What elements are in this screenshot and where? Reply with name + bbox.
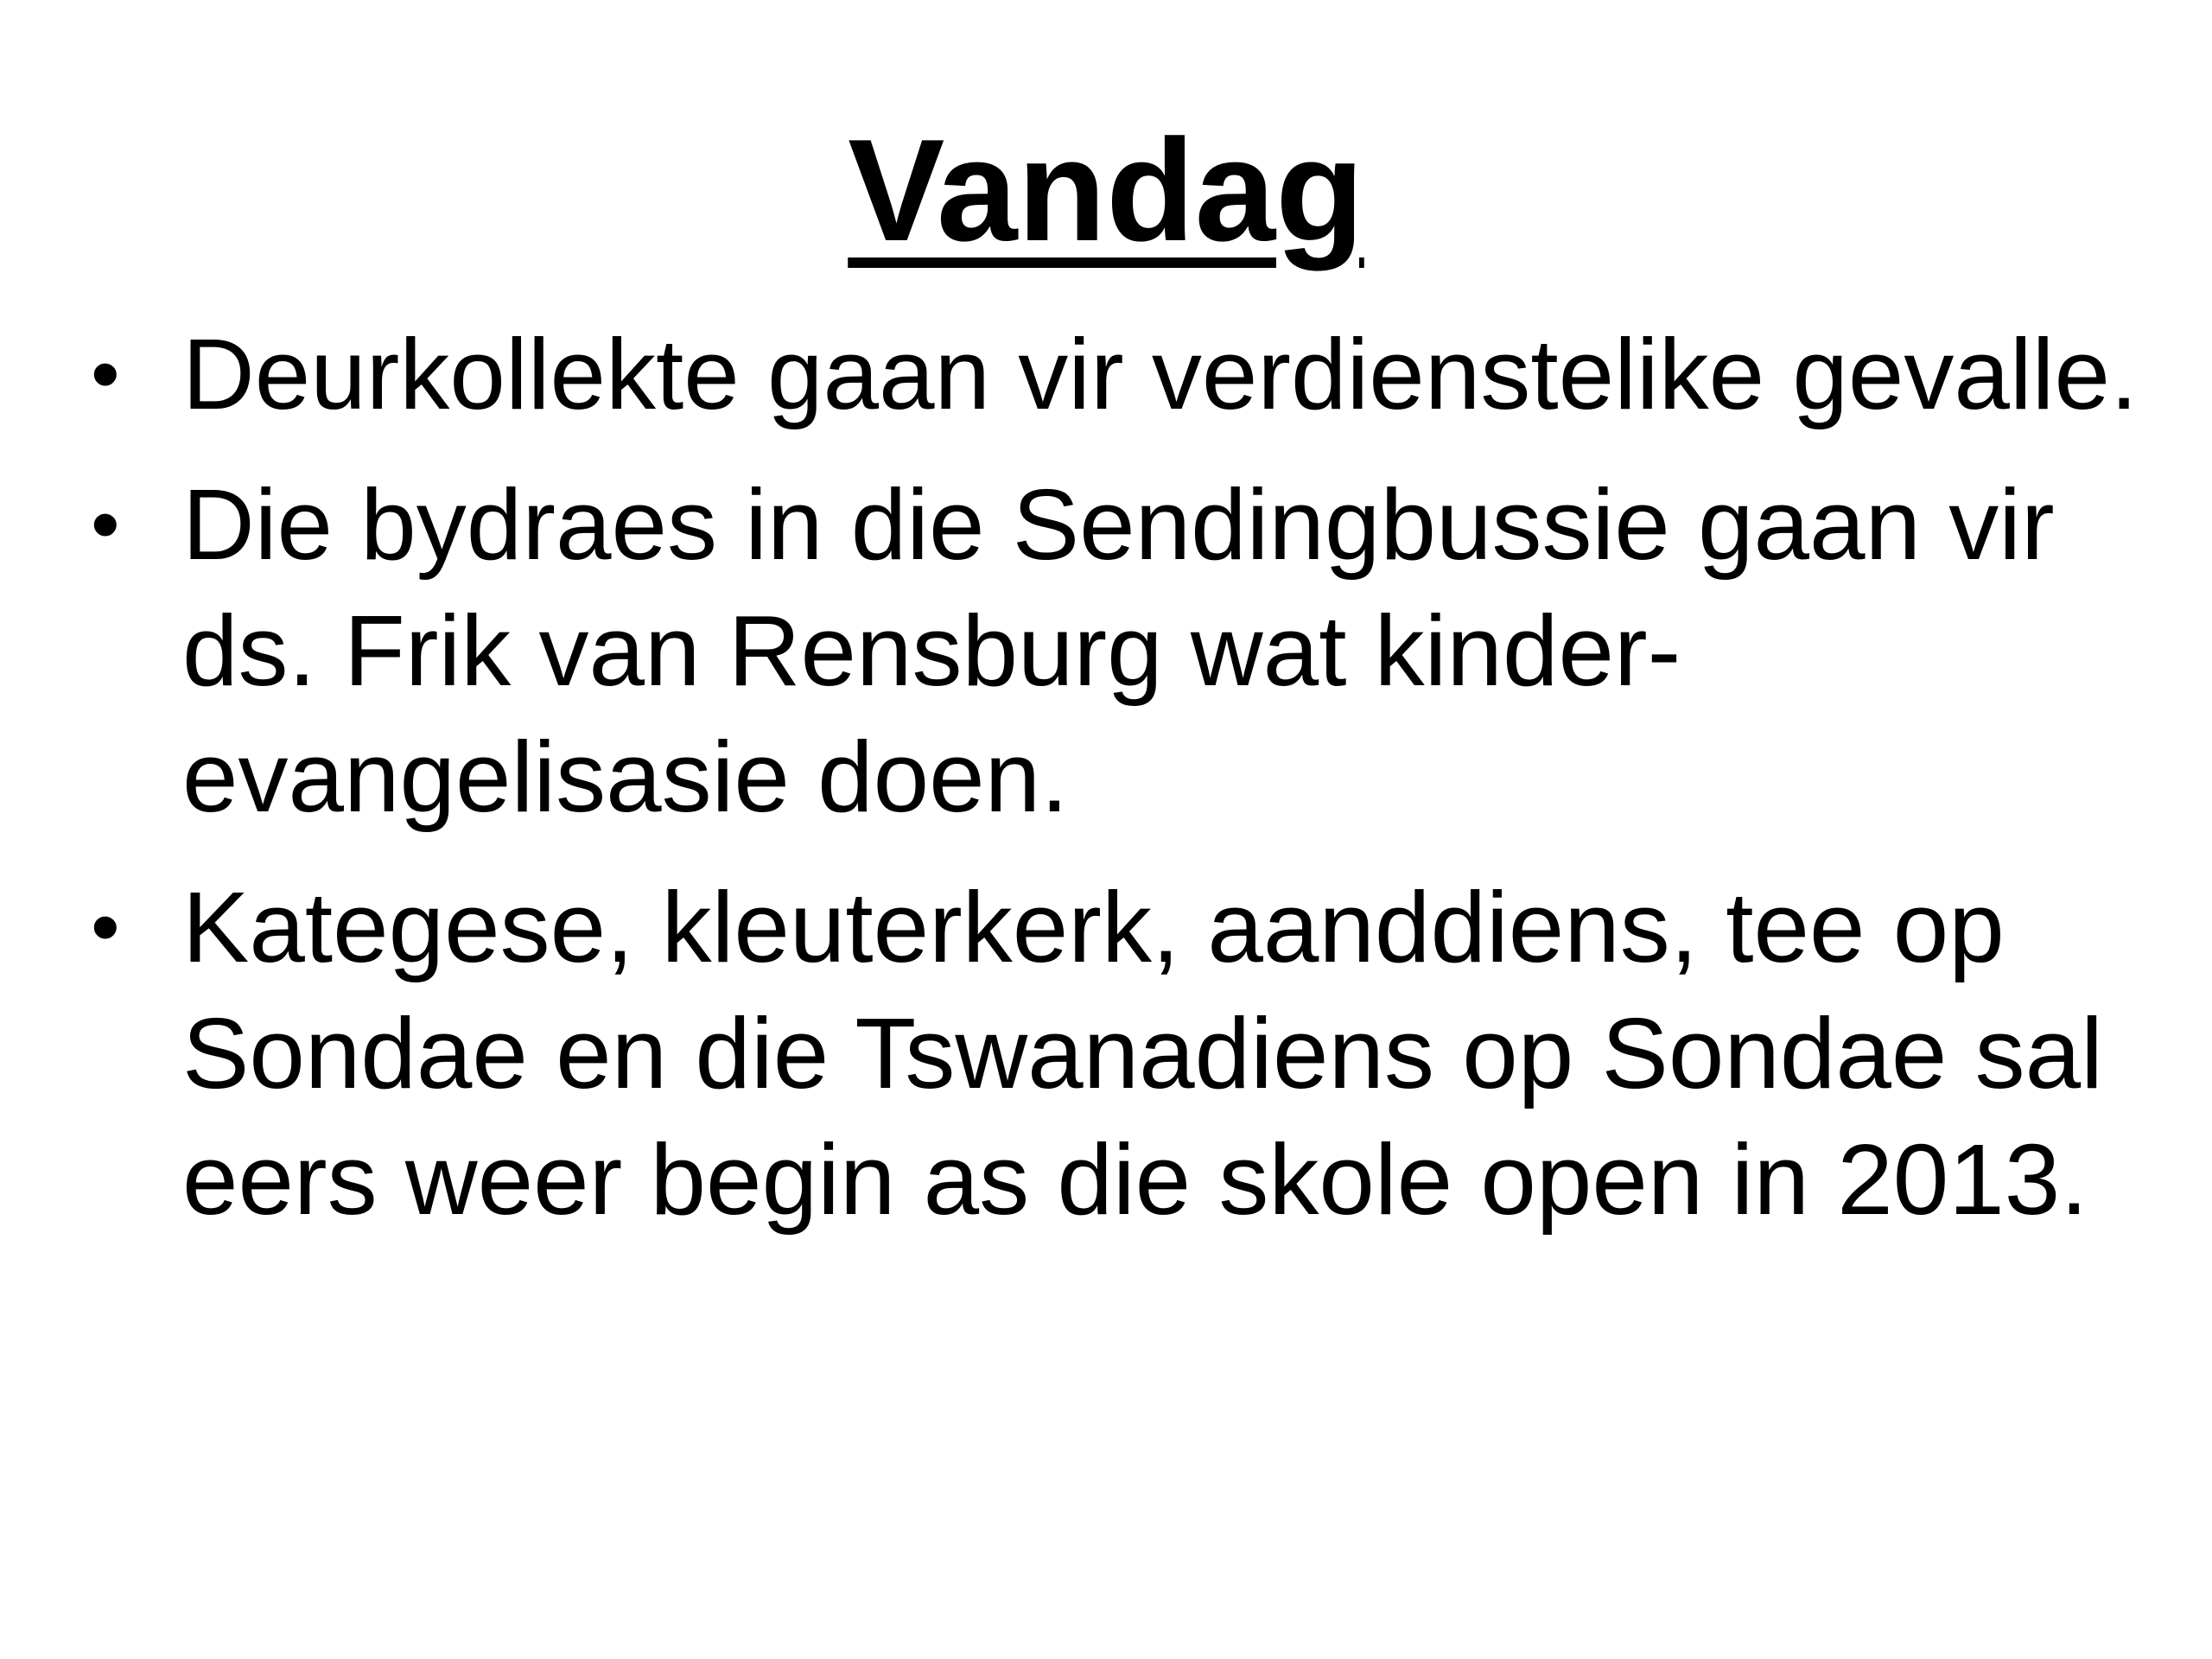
bullet-item-2: [91, 461, 2164, 840]
bullet-dot-icon: •: [91, 880, 120, 973]
slide-title-text: Vandag: [848, 109, 1364, 271]
bullet-text-3: Kategese, kleuterkerk, aanddiens, tee op Sondae en die Tswanadiens op Sondae sal eers weer begin as die skole open in 2013.: [182, 871, 2103, 1236]
bullet-item-1: [91, 311, 2164, 437]
bullet-text-2: Die bydraes in die Sendingbussie gaan vir ds. Frik van Rensburg wat kinder-evangelisasie doen.: [182, 468, 2055, 833]
bullet-list: [91, 311, 2164, 1267]
bullet-item-3: [91, 864, 2164, 1243]
bullet-dot-icon: •: [91, 327, 120, 420]
bullet-text-1: Deurkollekte gaan vir verdienstelike gevalle.: [182, 318, 2139, 430]
slide-title: [0, 104, 2212, 276]
bullet-dot-icon: •: [91, 478, 120, 570]
